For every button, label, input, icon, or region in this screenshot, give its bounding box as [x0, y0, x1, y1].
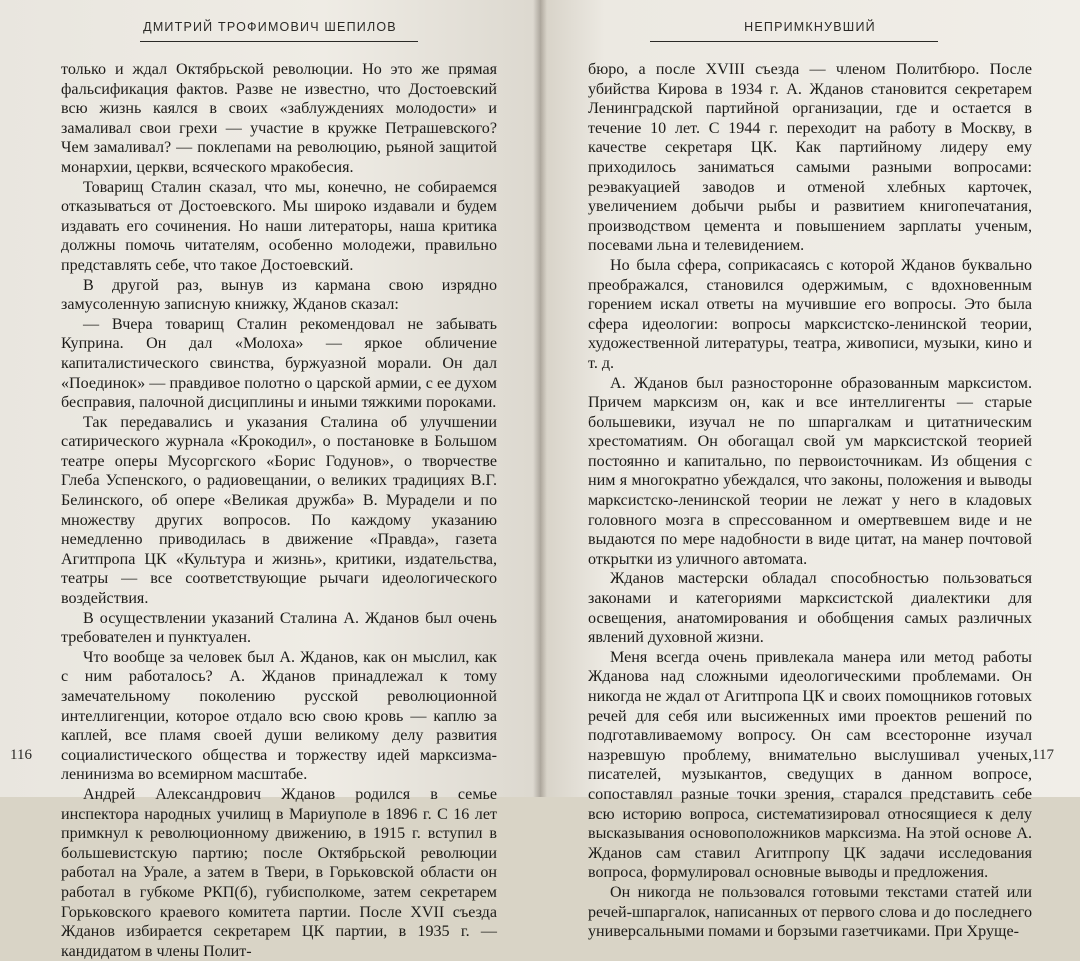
- running-header-author: ДМИТРИЙ ТРОФИМОВИЧ ШЕПИЛОВ: [143, 20, 397, 34]
- book-gutter-shadow: [533, 0, 547, 797]
- paragraph: Но была сфера, соприкасаясь с которой Жданов буквально преображался, становился одержимым, с вдохновенным горением искал ответы на мучившие его вопросы. Это была сфера идеологии: вопросы марксистско-ленинской теории, художественной литературы, театра, живописи, музыки, кино и т. д.: [588, 256, 1032, 372]
- page-number-right: 117: [1032, 747, 1054, 763]
- left-page: [0, 0, 540, 960]
- right-page: [540, 0, 1080, 941]
- paragraph: Он никогда не пользовался готовыми текстами статей или речей-шпаргалок, написанных от первого слова и до последнего универсальными помами и борзыми газетчиками. При Хруще-: [588, 883, 1032, 941]
- paragraph: Так передавались и указания Сталина об улучшении сатирического журнала «Крокодил», о постановке в Большом театре оперы Мусоргского «Борис Годунов», о творчестве Глеба Успенского, о радиовещании, о великих традициях В.Г. Белинского, об опере «Великая дружба» В. Мурадели и по множеству других вопросов. По каждому указанию немедленно приводилась в движение «Правда», газета Агитпропа ЦК «Культура и жизнь», критики, издательства, театры — все соответствующие рычаги идеологического воздействия.: [61, 413, 497, 608]
- paragraph: только и ждал Октябрьской революции. Но это же прямая фальсификация фактов. Разве не известно, что Достоевский всю жизнь каялся в своих «заблуждениях молодости» и замаливал свои грехи — участие в кружке Петрашевского? Чем замаливал? — поклепами на революцию, рьяной защитой монархии, церкви, всяческого мракобесия.: [61, 61, 497, 176]
- paragraph: Андрей Александрович Жданов родился в семье инспектора народных училищ в Мариуполе в 1896 г. С 16 лет примкнул к революционному движению, в 1915 г. вступил в большевистскую партию; после Октябрьской революции работал на Урале, а затем в Твери, в Горьковской области он работал в губкоме РКП(б), губисполкоме, затем секретарем Горьковского краевого комитета партии. После XVII съезда Жданов избирается секретарем ЦК партии, в 1935 г. — кандидатом в члены Полит-: [61, 785, 497, 960]
- paragraph: Товарищ Сталин сказал, что мы, конечно, не собираемся отказываться от Достоевского. Мы широко издавали и будем издавать его сочинения. Но наши литераторы, наша критика должны помочь читателям, особенно молодежи, правильно представлять себе, что такое Достоевский.: [61, 178, 497, 274]
- paragraph: бюро, а после XVIII съезда — членом Политбюро. После убийства Кирова в 1934 г. А. Жданов становится секретарем Ленинградской партийной организации, где и остается в течение 10 лет. С 1944 г. переходит на работу в Москву, в качестве секретаря ЦК. Как партийному лидеру ему приходилось заниматься самыми разными вопросами: реэвакуацией заводов и отменой хлебных карточек, увеличением добычи рыбы и развитием книгопечатания, производством цемента и повышением зарплаты ученым, посевами льна и телевидением.: [588, 61, 1032, 255]
- header-rule: [650, 41, 938, 42]
- paragraph: Что вообще за человек был А. Жданов, как он мыслил, как с ним работалось? А. Жданов принадлежал к тому замечательному поколению русской революционной интеллигенции, которое отдало всю свою кровь — каплю за каплей, все пламя своей души великому делу развития социалистического общества и торжеству идей марксизма-ленинизма во всемирном масштабе.: [61, 648, 497, 784]
- page-number-left: 116: [10, 747, 32, 763]
- paragraph: А. Жданов был разносторонне образованным марксистом. Причем марксизм он, как и все интеллигенты — старые большевики, изучал не по шпаргалкам и цитатническим хрестоматиям. Он обогащал свой ум марксистской теорией постоянно и капитально, по первоисточникам. Из общения с ним я многократно убеждался, что законы, положения и выводы марксистско-ленинской теории не лежат у него в кладовых головного мозга в спрессованном и омертвевшем виде и не выдаются по мере надобности в виде цитат, на манер почтовой открытки из уличного автомата.: [588, 374, 1032, 568]
- paragraph: В осуществлении указаний Сталина А. Жданов был очень требователен и пунктуален.: [61, 609, 497, 647]
- header-rule: [140, 41, 418, 42]
- running-header-title: НЕПРИМКНУВШИЙ: [744, 20, 876, 34]
- paragraph: Жданов мастерски обладал способностью пользоваться законами и категориями марксистской диалектики для освещения, анатомирования и обобщения самых различных явлений духовной жизни.: [588, 570, 1032, 647]
- paragraph: Меня всегда очень привлекала манера или метод работы Жданова над сложными идеологическими проблемами. Он никогда не ждал от Агитпропа ЦК и своих помощников готовых речей для себя или высиженных ими проектов решений по подготавливаемому вопросу. Он сам всесторонне изучал назревшую проблему, внимательно выслушивал ученых, писателей, музыкантов, сведущих в данном вопросе, сопоставлял разные точки зрения, старался представить себе всю историю вопроса, систематизировал относящиеся к делу высказывания основоположников марксизма. На этой основе А. Жданов сам ставил Агитпропу ЦК задачи исследования вопроса, формулировал основные выводы и предложения.: [588, 648, 1032, 882]
- paragraph: — Вчера товарищ Сталин рекомендовал не забывать Куприна. Он дал «Молоха» — яркое обличение капиталистического свинства, буржуазной морали. Он дал «Поединок» — правдивое полотно о царской армии, с ее духом бесправия, палочной дисциплины и иными тяжкими пороками.: [61, 315, 497, 412]
- paragraph: В другой раз, вынув из кармана свою изрядно замусоленную записную книжку, Жданов сказал:: [61, 276, 497, 314]
- left-page-body: [61, 60, 497, 961]
- right-page-body: [588, 60, 1032, 942]
